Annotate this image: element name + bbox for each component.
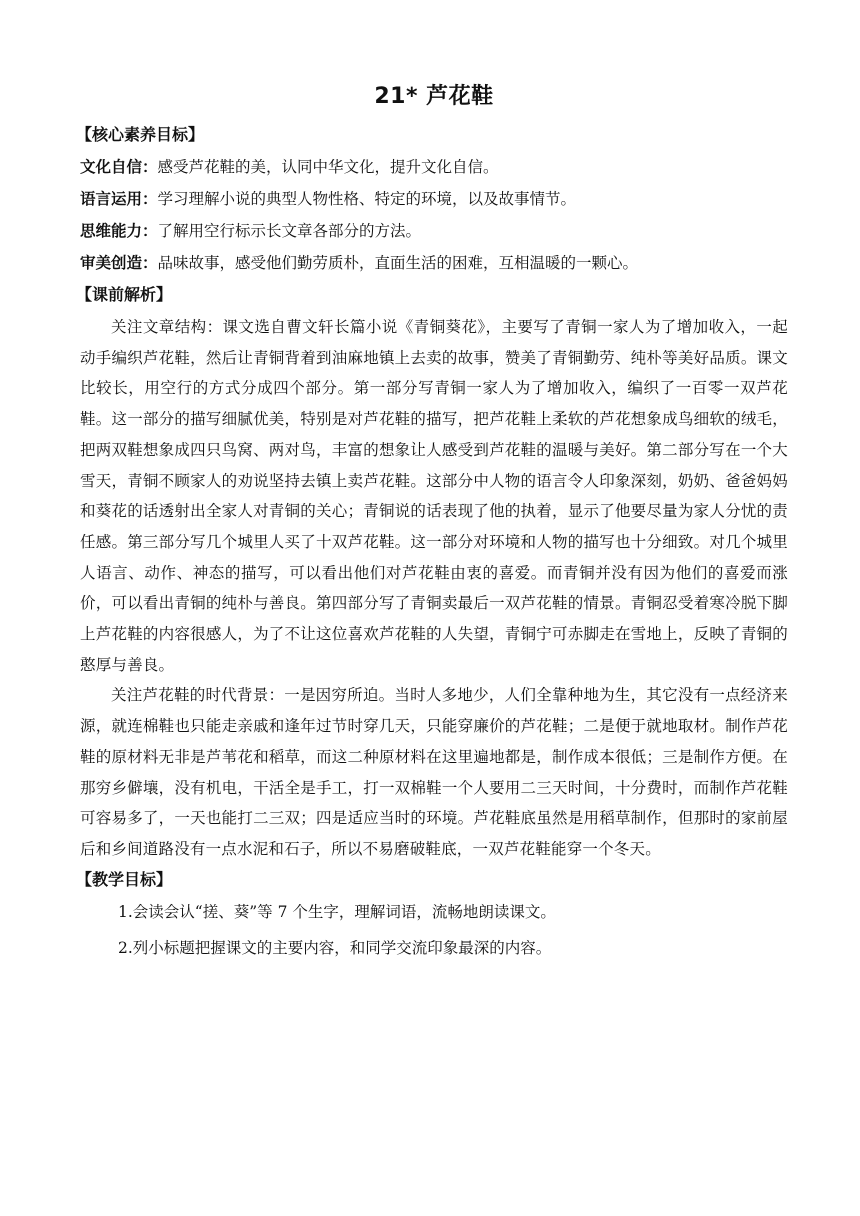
core-goal-language <box>80 184 788 214</box>
core-goal-label: 思维能力： <box>80 222 158 240</box>
section-heading-core: 【核心素养目标】 <box>76 125 205 144</box>
core-goal-label: 审美创造： <box>80 254 158 272</box>
section-heading-analysis: 【课前解析】 <box>76 285 173 304</box>
core-goal-text: 学习理解小说的典型人物性格、特定的环境，以及故事情节。 <box>157 190 577 208</box>
section-heading-teaching: 【教学目标】 <box>76 869 173 889</box>
teaching-goal-item: 2.列小标题把握课文的主要内容，和同学交流印象最深的内容。 <box>118 938 552 957</box>
core-goal-text: 了解用空行标示长文章各部分的方法。 <box>157 222 422 240</box>
analysis-paragraph-structure: 关注文章结构：课文选自曹文轩长篇小说《青铜葵花》，主要写了青铜一家人为了增加收入，一起动手编织芦花鞋，然后让青铜背着到油麻地镇上去卖的故事，赞美了青铜勤劳、纯朴等美好品质。课文比较长，用空行的方式分成四个部分。第一部分写青铜一家人为了增加收入，编织了一百零一双芦花鞋。这一部分的描写细腻优美，特别是对芦花鞋的描写，把芦花鞋上柔软的芦花想象成鸟细软的绒毛，把两双鞋想象成四只鸟窝、两对鸟，丰富的想象让人感受到芦花鞋的温暖与美好。第二部分写在一个大雪天，青铜不顾家人的劝说坚持去镇上卖芦花鞋。这部分中人物的语言令人印象深刻，奶奶、爸爸妈妈和葵花的话透射出全家人对青铜的关心；青铜说的话表现了他的执着，显示了他要尽量为家人分忧的责任感。第三部分写几个城里人买了十双芦花鞋。这一部分对环境和人物的描写也十分细致。对几个城里人语言、动作、神态的描写，可以看出他们对芦花鞋由衷的喜爱。而青铜并没有因为他们的喜爱而涨价，可以看出青铜的纯朴与善良。第四部分写了青铜卖最后一双芦花鞋的情景。青铜忍受着寒冷脱下脚上芦花鞋的内容很感人，为了不让这位喜欢芦花鞋的人失望，青铜宁可赤脚走在雪地上，反映了青铜的憨厚与善良。 <box>80 318 788 674</box>
core-goal-text: 品味故事，感受他们勤劳质朴，直面生活的困难，互相温暖的一颗心。 <box>157 254 639 272</box>
core-goal-thinking <box>80 216 788 246</box>
core-goal-label: 语言运用： <box>80 190 158 208</box>
core-goal-culture <box>80 152 788 182</box>
core-goal-label: 文化自信： <box>80 158 158 176</box>
analysis-paragraph-background: 关注芦花鞋的时代背景：一是因穷所迫。当时人多地少，人们全靠种地为生，其它没有一点经济来源，就连棉鞋也只能走亲戚和逢年过节时穿几天，只能穿廉价的芦花鞋；二是便于就地取材。制作芦花鞋的原材料无非是芦苇花和稻草，而这二种原材料在这里遍地都是，制作成本很低；三是制作方便。在那穷乡僻壤，没有机电，干活全是手工，打一双棉鞋一个人要用二三天时间，十分费时，而制作芦花鞋可容易多了，一天也能打二三双；四是适应当时的环境。芦花鞋底虽然是用稻草制作，但那时的家前屋后和乡间道路没有一点水泥和石子，所以不易磨破鞋底，一双芦花鞋能穿一个冬天。 <box>80 686 788 858</box>
core-goal-aesthetic <box>80 248 788 278</box>
teaching-goal-item: 1.会读会认“搓、葵”等 7 个生字，理解词语，流畅地朗读课文。 <box>118 902 556 921</box>
document-title: 21* 芦花鞋 <box>374 84 494 109</box>
document-page <box>76 80 788 969</box>
core-goal-text: 感受芦花鞋的美，认同中华文化，提升文化自信。 <box>157 158 499 176</box>
